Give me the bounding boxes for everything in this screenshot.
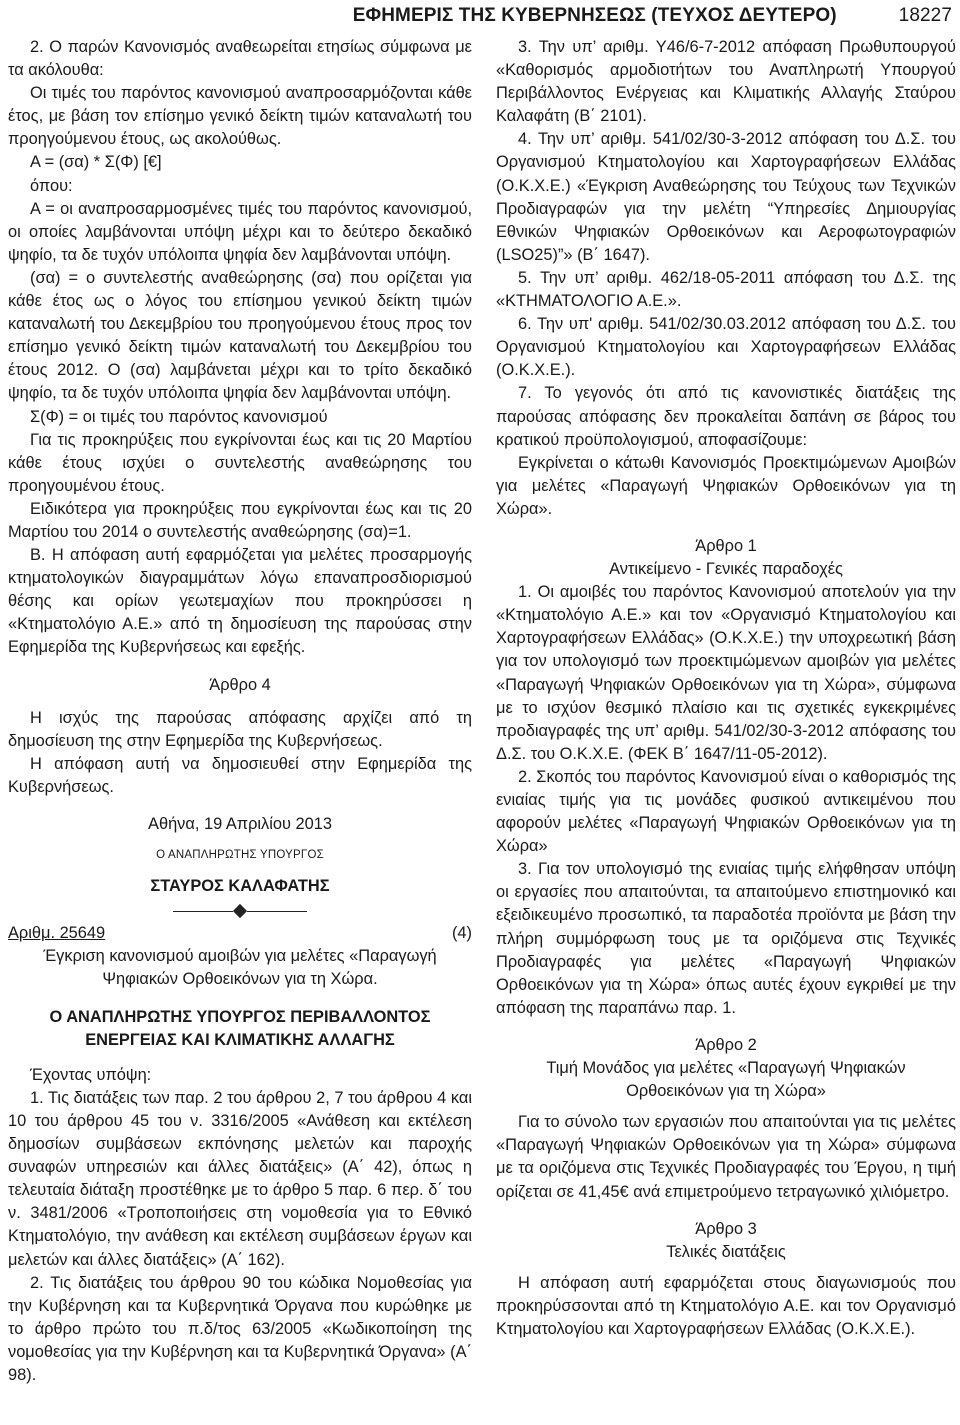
article-subheading: Τιμή Μονάδος για μελέτες «Παραγωγή Ψηφιακών Ορθοεικόνων για τη Χώρα»	[546, 1059, 906, 1101]
paragraph: Έχοντας υπόψη:	[30, 1065, 152, 1084]
list-item: 5. Την υπ’ αριθμ. 462/18-05-2011 απόφαση του Δ.Σ. της «ΚΤΗΜΑΤΟΛΟΓΙΟ Α.Ε.».	[496, 268, 956, 311]
article-heading: Άρθρο 2	[695, 1035, 757, 1054]
list-item: 6. Την υπ' αριθμ. 541/02/30.03.2012 απόφαση του Δ.Σ. του Οργανισμού Κτηματολογίου και Χαρτογραφήσεων Ελλάδας (Ο.Κ.Χ.Ε.).	[496, 315, 956, 380]
paragraph: Για τις προκηρύξεις που εγκρίνονται έως και τις 20 Μαρτίου κάθε έτους ισχύει ο συντελεστής αναθεώρησης του προηγουμένου έτους.	[8, 430, 472, 495]
paragraph: 3. Για τον υπολογισμό της ενιαίας τιμής ελήφθησαν υπόψη οι εργασίες που απαιτούνται, τα απαιτούμενο επιστημονικό και εξειδικευμένο προσωπικό, τα παραδοτέα προϊόντα με βάση την πλήρη συμμόρφωση τους με τα οριζόμενα στις Τεχνικές Προδιαγραφές για μελέτες «Παραγωγή Ψηφιακών Ορθοεικόνων για τη Χώρα» όπως αυτές έχουν εγκριθεί με την απόφαση της παραπάνω παρ. 1.	[496, 860, 956, 1017]
section-divider	[8, 904, 472, 918]
paragraph: 2. Ο παρών Κανονισμός αναθεωρείται ετησίως σύμφωνα με τα ακόλουθα:	[8, 38, 472, 80]
gazette-title: ΕΦΗΜΕΡΙΣ ΤΗΣ ΚΥΒΕΡΝΗΣΕΩΣ (ΤΕΥΧΟΣ ΔΕΥΤΕΡΟ)	[352, 5, 837, 26]
decision-title: Έγκριση κανονισμού αμοιβών για μελέτες «Παραγωγή Ψηφιακών Ορθοεικόνων για τη Χώρα.	[43, 947, 437, 989]
list-item: 1. Τις διατάξεις των παρ. 2 του άρθρου 2, 7 του άρθρου 4 και 10 του άρθρου 45 του ν. 3316/2005 «Ανάθεση και εκτέλεση δημοσίων συμβάσεων εκπόνησης μελετών και παροχής συναφών υπηρεσιών και άλλες διατάξεις» (Α΄ 42), όπως η τελευταία διάταξη προστέθηκε με το άρθρο 5 παρ. 6 περ. δ΄ του ν. 3481/2006 «Τροποποιήσεις στη νομοθεσία για το Εθνικό Κτηματολόγιο, την ανάθεση και εκτέλεση συμβάσεων έργων και μελετών και άλλες διατάξεις» (Α΄ 162).	[8, 1088, 472, 1269]
paragraph: Οι τιμές του παρόντος κανονισμού αναπροσαρμόζονται κάθε έτος, με βάση τον επίσημο γενικό δείκτη τιμών καταναλωτή του προηγούμενου έτους, ως ακολούθως.	[8, 84, 472, 149]
list-item: 2. Τις διατάξεις του άρθρου 90 του κώδικα Νομοθεσίας για την Κυβέρνηση και τα Κυβερνητικά Όργανα που κυρώθηκε με το άρθρο πρώτο του π.δ/τος 63/2005 «Κωδικοποίηση της νομοθεσίας για την Κυβέρνηση και τα Κυβερνητικά Όργανα» (Α΄ 98).	[8, 1273, 472, 1384]
article-heading: Άρθρο 3	[695, 1219, 757, 1238]
paragraph: Β. Η απόφαση αυτή εφαρμόζεται για μελέτες προσαρμογής κτηματολογικών διαγραμμάτων λόγω επαναπροσδιορισμού θέσης και ορίων γεωτεμαχίων που προκηρύσσει η «Κτηματολόγιο Α.Ε.» από τη δημοσίευση της παρούσας στην Εφημερίδα της Κυβερνήσεως και εφεξής.	[8, 546, 472, 657]
paragraph: 1. Οι αμοιβές του παρόντος Κανονισμού αποτελούν για την «Κτηματολόγιο Α.Ε.» και τον «Οργανισμό Κτηματολογίου και Χαρτογραφήσεων Ελλάδας» (Ο.Κ.Χ.Ε.) την υποχρεωτική βάση για τον υπολογισμό των προεκτιμώμενων αμοιβών για μελέτες «Παραγωγή Ψηφιακών Ορθοεικόνων για τη Χώρα», σύμφωνα με το ισχύον θεσμικό πλαίσιο και τις σχετικές εγκεκριμένες προδιαγραφές της υπ’ αριθμ. 541/02/30-3-2012 απόφασης του Δ.Σ. του Ο.Κ.Χ.Ε. (ΦΕΚ Β΄ 1647/11-05-2012).	[496, 583, 956, 763]
paragraph: Για το σύνολο των εργασιών που απαιτούνται για τις μελέτες «Παραγωγή Ψηφιακών Ορθοεικόνων για τη Χώρα» σύμφωνα με τα οριζόμενα στις Τεχνικές Προδιαγραφές του Έργου, η τιμή ορίζεται σε 41,45€ ανά επιμετρούμενο τετραγωνικό χιλιόμετρο.	[496, 1113, 956, 1201]
paragraph: Η απόφαση αυτή εφαρμόζεται στους διαγωνισμούς που προκηρύσσονται από τη Κτηματολόγιο Α.Ε. και τον Οργανισμό Κτηματολογίου και Χαρτογραφήσεων Ελλάδας (Ο.Κ.Χ.Ε.).	[496, 1273, 956, 1338]
list-item: 4. Την υπ’ αριθμ. 541/02/30-3-2012 απόφαση του Δ.Σ. του Οργανισμού Κτηματολογίου και Χαρτογραφήσεων Ελλάδας (Ο.Κ.Χ.Ε.) «Έγκριση Αναθεώρησης του Τεύχους των Τεχνικών Προδιαγραφών για την μελέτη “Υπηρεσίες Δημιουργίας Εθνικών Ψηφιακών Ορθοεικόνων και Αεροφωτογραφιών (LSO25)”» (Β΄ 1647).	[496, 130, 956, 264]
paragraph: 2. Σκοπός του παρόντος Κανονισμού είναι ο καθορισμός της ενιαίας τιμής για τις μονάδες φυσικού αντικειμένου που αφορούν μελέτες «Παραγωγή Ψηφιακών Ορθοεικόνων για τη Χώρα»	[496, 767, 956, 856]
decision-code: (4)	[451, 924, 472, 943]
diamond-icon	[233, 904, 247, 918]
signatory-title: Ο ΑΝΑΠΛΗΡΩΤΗΣ ΥΠΟΥΡΓΟΣ	[156, 849, 324, 862]
paragraph: (σα) = ο συντελεστής αναθεώρησης (σα) που ορίζεται για κάθε έτος ως ο λόγος του επίσημου γενικού δείκτη τιμών καταναλωτή του Δεκεμβρίου του προηγούμενου έτους προς τον επίσημο γενικό δείκτη τιμών καταναλωτή του Δεκεμβρίου του έτους 2012. Ο (σα) λαμβάνεται μέχρι και το τρίτο δεκαδικό ψηφίο, τα δε τυχόν υπόλοιπα ψηφία δεν λαμβάνονται υπόψη.	[8, 268, 472, 403]
minister-heading: Ο ΑΝΑΠΛΗΡΩΤΗΣ ΥΠΟΥΡΓΟΣ ΠΕΡΙΒΑΛΛΟΝΤΟΣ ΕΝΕΡΓΕΙΑΣ ΚΑΙ ΚΛΙΜΑΤΙΚΗΣ ΑΛΛΑΓΗΣ	[49, 1007, 431, 1049]
right-column	[496, 36, 956, 1341]
decision-number: Αριθμ. 25649	[8, 924, 106, 943]
paragraph: Η απόφαση αυτή να δημοσιευθεί στην Εφημερίδα της Κυβερνήσεως.	[8, 754, 472, 796]
article-subheading: Τελικές διατάξεις	[666, 1242, 786, 1261]
formula: Α = (σα) * Σ(Φ) [€]	[30, 153, 162, 172]
paragraph: Ειδικότερα για προκηρύξεις που εγκρίνονται έως και τις 20 Μαρτίου του 2014 ο συντελεστής αναθεώρησης (σα)=1.	[8, 499, 472, 541]
paragraph: Εγκρίνεται ο κάτωθι Κανονισμός Προεκτιμώμενων Αμοιβών για μελέτες «Παραγωγή Ψηφιακών Ορθοεικόνων για τη Χώρα».	[496, 453, 956, 518]
paragraph: όπου:	[30, 176, 73, 195]
paragraph: Α = οι αναπροσαρμοσμένες τιμές του παρόντος κανονισμού, οι οποίες λαμβάνονται υπόψη μέχρι και το δεύτερο δεκαδικό ψηφίο, τα δε τυχόν υπόλοιπα ψηφία δεν λαμβάνονται υπόψη.	[8, 199, 472, 264]
paragraph: Η ισχύς της παρούσας απόφασης αρχίζει από τη δημοσίευση της στην Εφημερίδα της Κυβερνήσεως.	[8, 708, 472, 750]
page-header	[0, 0, 952, 32]
list-item: 3. Την υπ’ αριθμ. Υ46/6-7-2012 απόφαση Πρωθυπουργού «Καθορισμός αρμοδιοτήτων του Αναπληρωτή Υπουργού Περιβάλλοντος Ενέργειας και Κλιματικής Αλλαγής Σταύρου Καλαφάτη (Β΄ 2101).	[496, 38, 956, 126]
paragraph: Σ(Φ) = οι τιμές του παρόντος κανονισμού	[30, 407, 328, 426]
signatory-name: ΣΤΑΥΡΟΣ ΚΑΛΑΦΑΤΗΣ	[150, 877, 330, 896]
list-item: 7. Το γεγονός ότι από τις κανονιστικές διατάξεις της παρούσας απόφασης δεν προκαλείται δαπάνη σε βάρος του κρατικού προϋπολογισμού, αποφασίζουμε:	[496, 384, 956, 449]
page-number: 18227	[898, 5, 952, 26]
left-column	[8, 36, 472, 1387]
article-subheading: Αντικείμενο - Γενικές παραδοχές	[609, 560, 843, 579]
decision-number-row	[8, 922, 472, 945]
place-date: Αθήνα, 19 Απριλίου 2013	[148, 815, 332, 833]
article-heading: Άρθρο 1	[695, 536, 757, 555]
article-heading: Άρθρο 4	[209, 675, 271, 694]
